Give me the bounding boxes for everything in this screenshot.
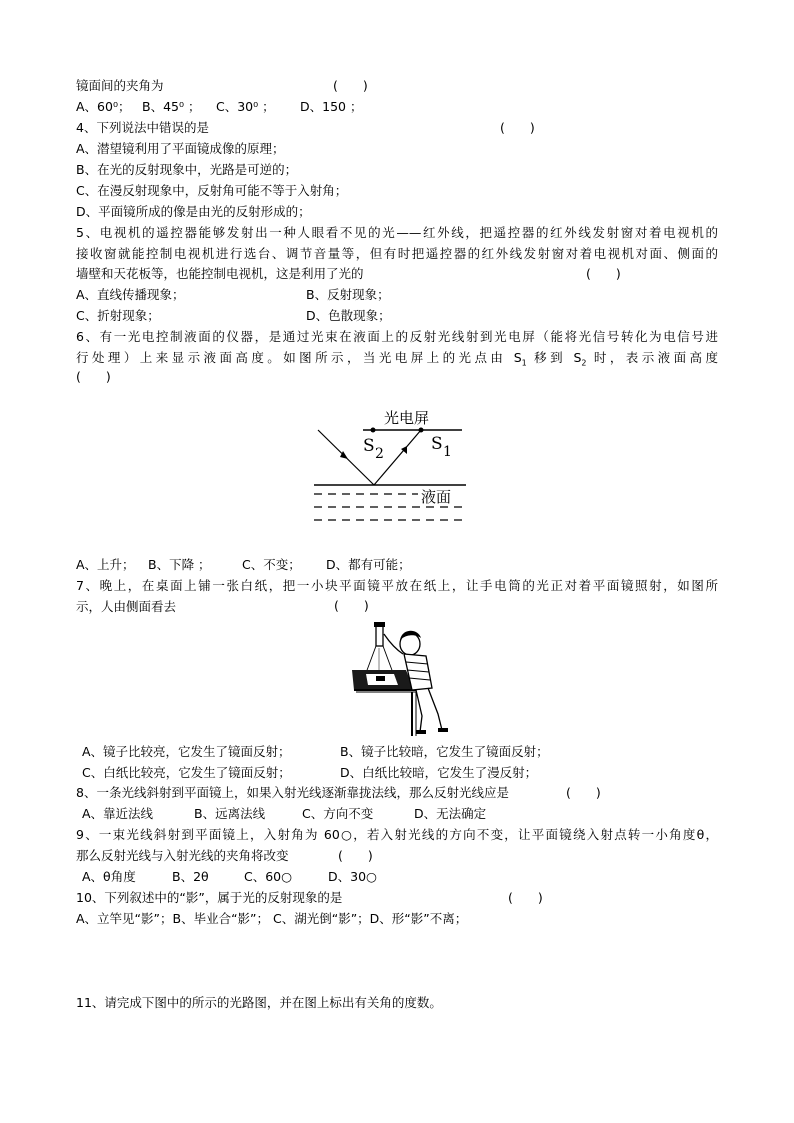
q8-option-b: B、远离法线 [194,806,266,821]
s2-sub: 2 [375,446,384,462]
q10-answer-bracket[interactable]: ( ) [508,890,543,905]
q5-option-b: B、反射现象； [306,287,390,302]
person-leg-left [416,690,422,732]
q9-line-2: 那么反射光线与入射光线的夹角将改变 [76,848,289,863]
q5-option-c: C、折射现象； [76,308,160,323]
q7-figure [346,618,456,738]
q4-option-a: A、潜望镜利用了平面镜成像的原理； [76,141,285,156]
q4-option-d: D、平面镜所成的像是由光的反射形成的； [76,204,311,219]
q9-option-c: C、60○ [244,869,293,884]
liquid-label: 液面 [421,488,452,506]
q7-option-d: D、白纸比较暗，它发生了漫反射； [340,765,538,780]
s2-label: S [363,436,375,456]
q9-option-b: B、2θ [172,869,209,884]
q6-line-2 [76,347,718,374]
q11-stem: 11、请完成下图中的所示的光路图，并在图上标出有关角的度数。 [76,995,442,1010]
q5-option-a: A、直线传播现象； [76,287,185,302]
q6-option-a: A、上升； [76,557,135,572]
q5-answer-bracket[interactable]: ( ) [586,266,621,281]
q6-sub-2: 2 [581,358,587,368]
q8-option-c: C、方向不变 [302,806,374,821]
q6-option-c: C、不变； [242,557,301,572]
q6-line-2-start: 行处理）上来显示液面高度。如图所示，当光电屏上的光点由 S [76,350,522,365]
q7-option-a: A、镜子比较亮，它发生了镜面反射； [82,744,291,759]
q3-option-c: C、30⁰ ； [216,99,275,114]
q5-line-1: 5、电视机的遥控器能够发射出一种人眼看不见的光——红外线，把遥控器的红外线发射窗对着电视机的 [76,225,718,240]
q9-option-a: A、θ角度 [82,869,136,884]
q10-stem: 10、下列叙述中的“影”，属于光的反射现象的是 [76,890,343,905]
q6-option-d: D、都有可能； [326,557,411,572]
q3-option-d: D、150 ； [300,99,363,114]
q4-option-b: B、在光的反射现象中，光路是可逆的； [76,162,298,177]
s1-sub: 1 [443,444,452,460]
person-leg-right [428,688,442,730]
mirror-icon [376,676,385,681]
q6-sub-1: 1 [521,358,527,368]
q6-line-2-end: 时，表示液面高度 [586,350,718,365]
q3-option-b: B、45⁰ ； [142,99,201,114]
q7-answer-bracket[interactable]: ( ) [334,598,369,613]
screen-label: 光电屏 [384,409,430,427]
shoe-right [438,728,448,732]
q4-option-c: C、在漫反射现象中，反射角可能不等于入射角； [76,183,348,198]
light-path-diagram [300,396,490,532]
q10-options: A、立竿见“影”；B、毕业合“影”； C、湖光倒“影”；D、形“影”不离； [76,911,468,926]
q3-option-a: A、60⁰； [76,99,131,114]
q7-option-c: C、白纸比较亮，它发生了镜面反射； [82,765,291,780]
q8-stem: 8、一条光线斜射到平面镜上，如果入射光线逐渐靠拢法线，那么反射光线应是 [76,785,509,800]
flashlight-illustration [346,618,456,738]
flashlight-icon [376,624,383,646]
q4-stem: 4、下列说法中错误的是 [76,120,209,135]
q3-stem: 镜面间的夹角为 [76,78,164,93]
q7-line-2: 示，人由侧面看去 [76,599,177,614]
q6-line-2-mid: 移到 S [526,350,582,365]
s1-label: S [431,434,443,454]
q8-option-a: A、靠近法线 [82,806,154,821]
q5-option-d: D、色散现象； [306,308,391,323]
q7-line-1: 7、晚上，在桌面上铺一张白纸，把一小块平面镜平放在纸上，让手电筒的光正对着平面镜照射，如图所 [76,578,718,593]
q5-line-2: 接收窗就能控制电视机进行选台、调节音量等，但有时把遥控器的红外线发射窗对着电视机对面、侧面的 [76,246,718,261]
q3-answer-bracket[interactable]: ( ) [333,78,368,93]
q8-answer-bracket[interactable]: ( ) [566,785,601,800]
q4-answer-bracket[interactable]: ( ) [500,120,535,135]
q6-option-b: B、下降 ； [148,557,211,572]
q9-line-1: 9、一束光线斜射到平面镜上，入射角为 60○，若入射光线的方向不变，让平面镜绕入射点转一小角度θ， [76,827,718,842]
q6-answer-bracket[interactable]: ( ) [76,369,111,384]
q9-answer-bracket[interactable]: ( ) [338,848,373,863]
shoe-left [416,730,426,734]
q7-option-b: B、镜子比较暗，它发生了镜面反射； [340,744,549,759]
flashlight-cap [374,622,385,627]
q8-option-d: D、无法确定 [414,806,487,821]
q6-figure [300,396,490,532]
q5-line-3: 墙壁和天花板等，也能控制电视机，这是利用了光的 [76,266,364,281]
q9-option-d: D、30○ [328,869,377,884]
s2-point [371,428,376,433]
q6-line-1: 6、有一光电控制液面的仪器，是通过光束在液面上的反射光线射到光电屏（能将光信号转化为电信号进 [76,329,718,344]
